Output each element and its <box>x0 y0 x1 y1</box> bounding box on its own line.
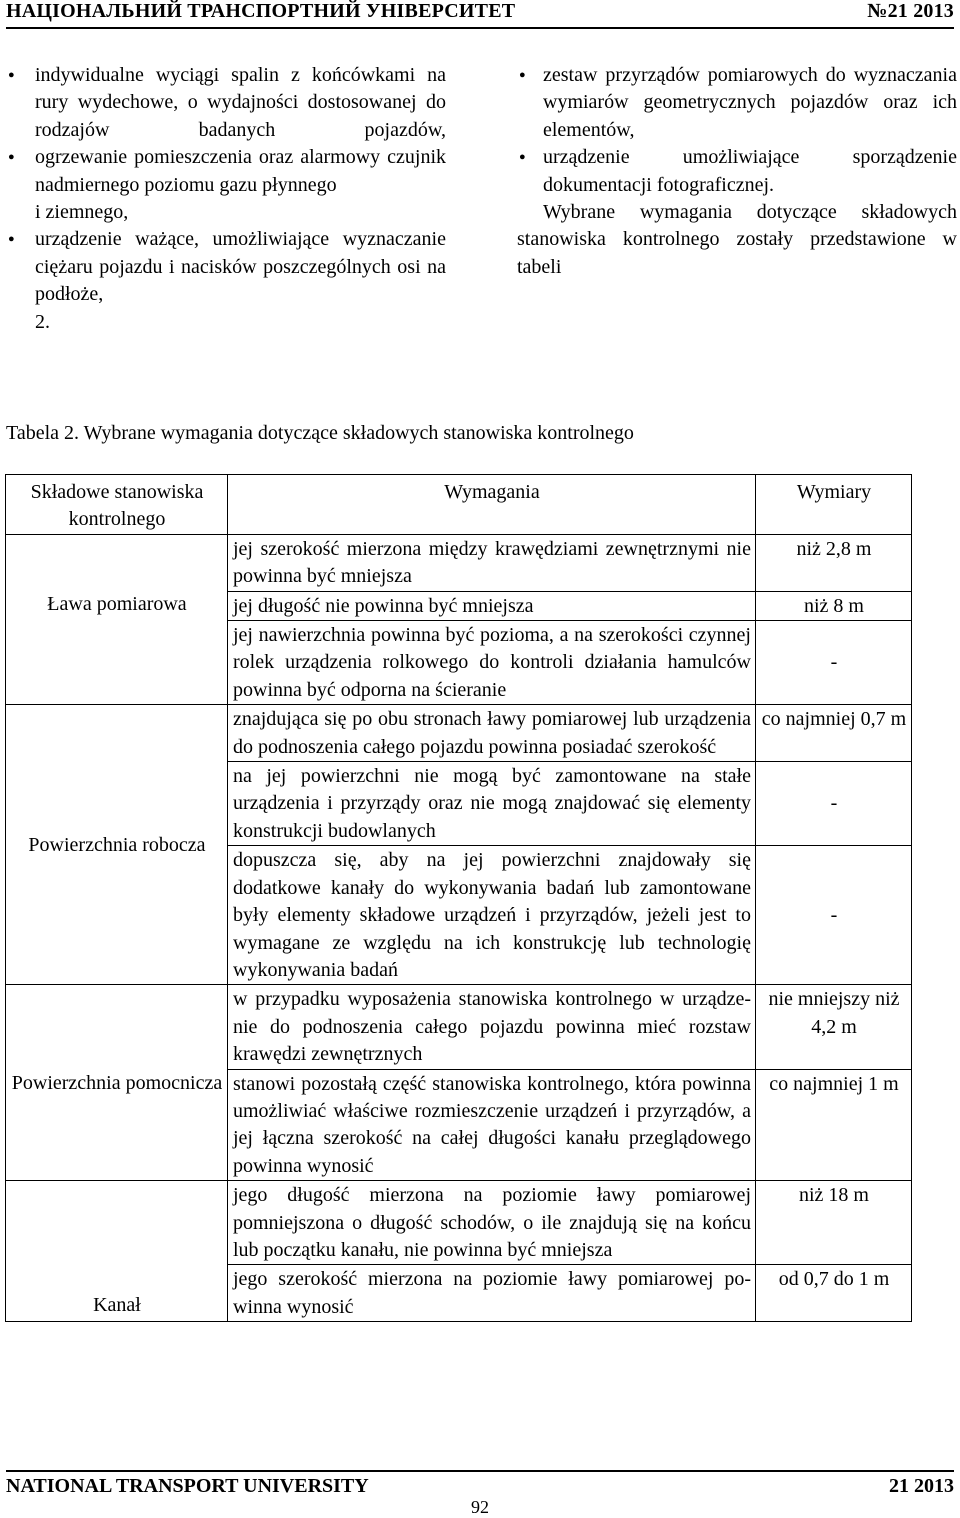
requirement-cell: jej nawierzchnia powinna być pozioma, a na szerokości czynnej rolek urządzenia rolkowego do kontroli działania hamulców powinna być odporna na ścieranie <box>228 621 756 705</box>
dimension-cell: niż 18 m <box>756 1181 912 1265</box>
table-row <box>6 534 912 591</box>
header-university-ua: НАЦІОНАЛЬНИЙ ТРАНСПОРТНИЙ УНІВЕРСИТЕТ <box>6 0 516 22</box>
requirement-cell: znajdująca się po obu stronach ławy pomiarowej lub urządzenia do podnoszenia całego pojazdu powinna posiadać szerokość <box>228 705 756 762</box>
footer-university-en: NATIONAL TRANSPORT UNIVERSITY <box>6 1475 369 1497</box>
footer-rule <box>6 1470 954 1472</box>
requirement-cell: jego długość mierzona na poziomie ławy pomiarowej pomniejszona o długość schodów, o ile znajdują się na końcu lub początku kanału, nie powinna być mniejsza <box>228 1181 756 1265</box>
component-cell: Ława pomiarowa <box>6 534 228 704</box>
list-item: ● indywidualne wyciągi spalin z końcówkami na rury wydechowe, o wydajności dostosowanej do rodzajów badanych pojazdów, <box>6 62 446 144</box>
intro-paragraph: Wybrane wymagania dotyczące składowych stanowiska kontrolnego zostały przedstawione w tabeli <box>517 201 957 278</box>
requirements-table <box>5 474 912 1322</box>
dimension-cell: co najmniej 0,7 m <box>756 705 912 762</box>
requirement-cell: stanowi pozostałą część stanowiska kontrolnego, która powinna umożliwiać właściwe rozmieszczenie urządzeń i przyrządów, a jej łączna szerokość na całej długości kanału przeglądowego powinna wynosić <box>228 1069 756 1181</box>
right-column <box>517 62 957 281</box>
table-caption: Tabela 2. Wybrane wymagania dotyczące składowych stanowiska kontrolnego <box>6 422 634 444</box>
table-row <box>6 1181 912 1265</box>
equipment-list-right <box>517 62 957 199</box>
header-issue: №21 2013 <box>867 0 954 22</box>
equipment-list-left <box>6 62 446 309</box>
dimension-cell: od 0,7 do 1 m <box>756 1265 912 1322</box>
list-item: ● urządzenie ważące, umożliwiające wyznaczanie ciężaru pojazdu i nacisków poszczególnych osi na podłoże, <box>6 226 446 308</box>
component-cell: Powierzchnia robocza <box>6 705 228 985</box>
dimension-cell: - <box>756 621 912 705</box>
list-item: ● urządzenie umożliwiające sporządzenie dokumentacji fotograficznej. <box>517 144 957 199</box>
requirement-cell: dopuszcza się, aby na jej powierzchni znajdowały się dodatkowe kanały do wykonywania badań lub zamontowane były elementy składowe urządzeń i przyrządów, jeżeli jest to wymagane ze względu na ich konstrukcję lub technologię wykonywania badań <box>228 846 756 985</box>
component-cell: Kanał <box>6 1181 228 1322</box>
dimension-cell: niż 8 m <box>756 591 912 620</box>
header-dimensions: Wymiary <box>756 475 912 535</box>
requirement-cell: jej szerokość mierzona między krawędziami zewnętrznymi nie powinna być mniejsza <box>228 534 756 591</box>
dimension-cell: nie mniejszy niż 4,2 m <box>756 985 912 1069</box>
left-column <box>6 62 446 336</box>
requirement-cell: jego szerokość mierzona na poziomie ławy pomiarowej po-winna wynosić <box>228 1265 756 1322</box>
table-row <box>6 985 912 1069</box>
running-header <box>6 0 954 24</box>
component-cell: Powierzchnia pomocnicza <box>6 985 228 1181</box>
requirement-cell: jej długość nie powinna być mniejsza <box>228 591 756 620</box>
footer-issue: 21 2013 <box>889 1475 954 1497</box>
requirement-cell: na jej powierzchni nie mogą być zamontowane na stałe urządzenia i przyrządy oraz nie mogą znajdować się elementy konstrukcji budowlanych <box>228 762 756 846</box>
table-header-row <box>6 475 912 535</box>
list-item <box>6 144 446 226</box>
dimension-cell: niż 2,8 m <box>756 534 912 591</box>
page-number: 92 <box>471 1497 489 1517</box>
table-row <box>6 705 912 762</box>
dimension-cell: co najmniej 1 m <box>756 1069 912 1181</box>
list-item: ● zestaw przyrządów pomiarowych do wyznaczania wymiarów geometrycznych pojazdów oraz ich elementów, <box>517 62 957 144</box>
list-item-text: ogrzewanie pomieszczenia oraz alarmowy czujnik nadmiernego poziomu gazu płynnego <box>35 146 446 196</box>
dimension-cell: - <box>756 846 912 985</box>
header-components: Składowe stanowiska kontrolnego <box>6 475 228 535</box>
requirement-cell: w przypadku wyposażenia stanowiska kontrolnego w urządze-nie do podnoszenia całego pojazdu powinna mieć rozstaw krawędzi zewnętrznych <box>228 985 756 1069</box>
header-requirements: Wymagania <box>228 475 756 535</box>
header-rule <box>6 27 954 29</box>
list-item-continuation: i ziemnego, <box>35 201 129 224</box>
dimension-cell: - <box>756 762 912 846</box>
list-trailing-text: 2. <box>35 310 50 333</box>
